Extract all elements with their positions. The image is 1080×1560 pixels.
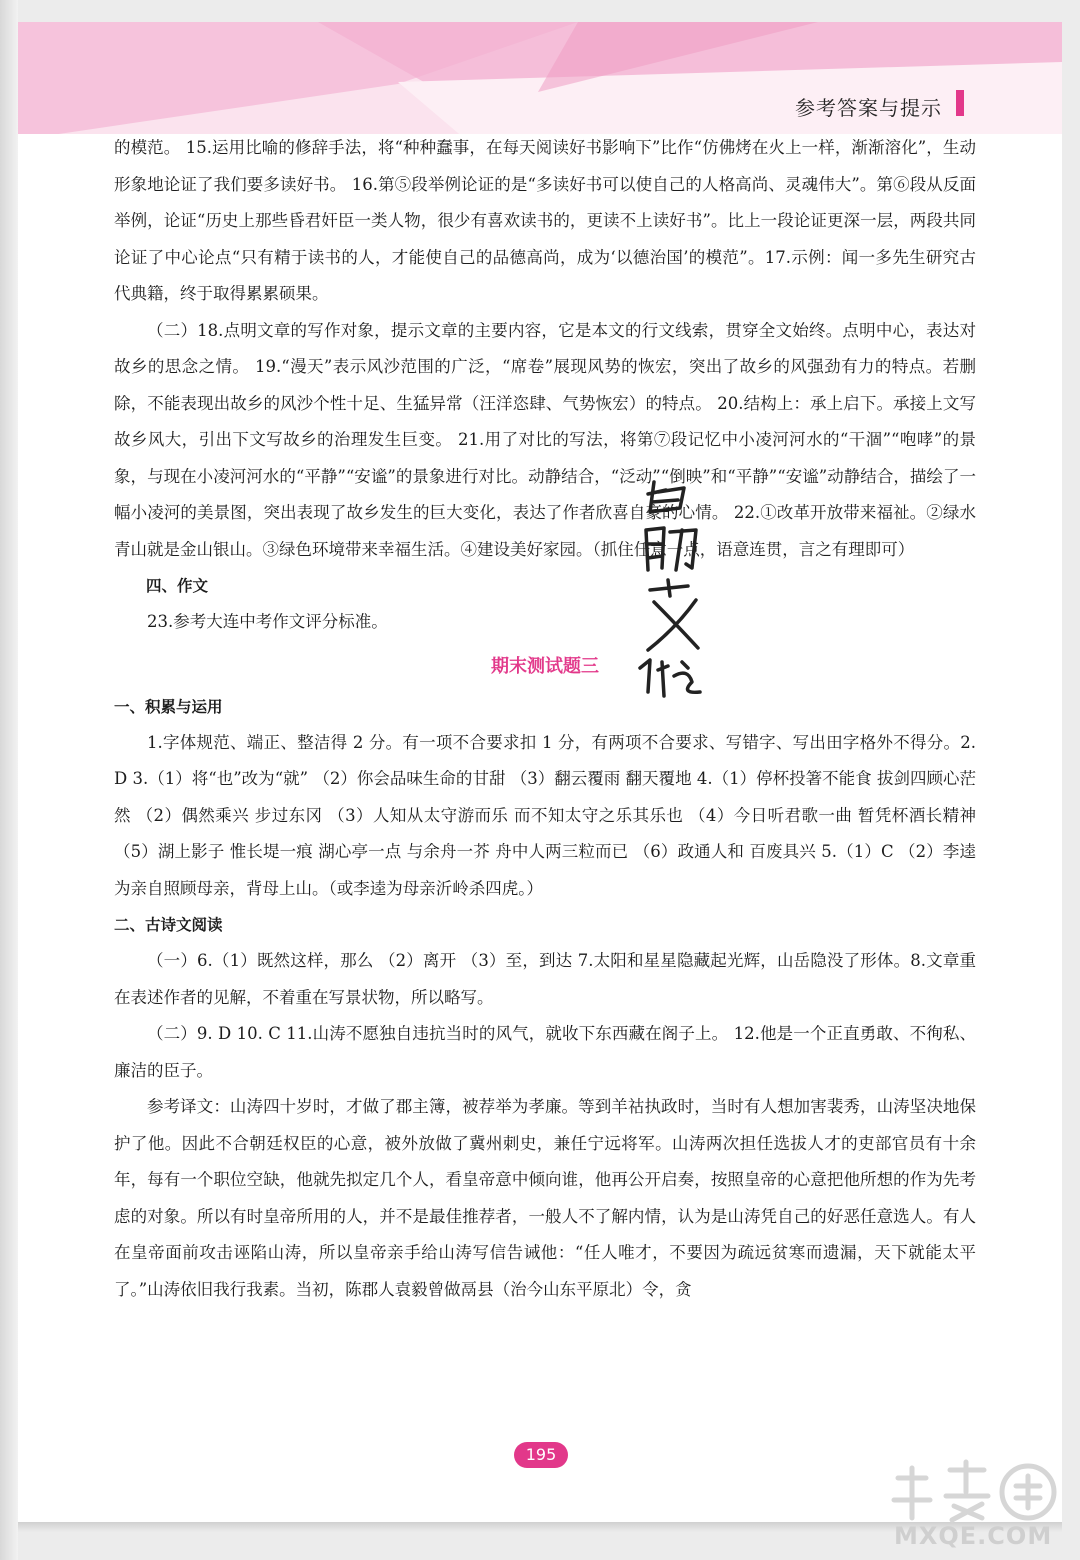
exam-section-title: 期末测试题三 bbox=[491, 655, 599, 677]
translation-paragraph: 参考译文：山涛四十岁时，才做了郡主簿，被荐举为孝廉。等到羊祜执政时，当时有人想加害裴秀，山涛坚决地保护了他。因此不合朝廷权臣的心意，被外放做了冀州刺史，兼任宁远将军。山涛两次担任选拔人才的吏部官员有十余年，每有一个职位空缺，他就先拟定几个人，看皇帝意中倾向谁，他再公开启奏，按照皇帝的心意把他所想的作为先考虑的对象。所以有时皇帝所用的人，并不是最佳推荐者，一般人不了解内情，认为是山涛凭自己的好恶任意选人。有人在皇帝面前攻击诬陷山涛，所以皇帝亲手给山涛写信告诫他：“任人唯才，不要因为疏远贫寒而遗漏，天下就能太平了。”山涛依旧我行我素。当初，陈郡人袁毅曾做鬲县（治今山东平原北）令，贪 bbox=[114, 1097, 976, 1299]
header-title: 参考答案与提示 bbox=[795, 96, 942, 120]
part2-answers-b: （二）9. D 10. C 11.山涛不愿独自违抗当时的风气，就收下东西藏在阁子上。 12.他是一个正直勇敢、不徇私、廉洁的臣子。 bbox=[114, 1024, 976, 1080]
answer-paragraph: （二）18.点明文章的写作对象，提示文章的主要内容，它是本文的行文线索，贯穿全文始终。点明中心，表达对故乡的思念之情。 19.“漫天”表示风沙范围的广泛，“席卷”展现风势的恢宏，突出了故乡的风强劲有力的特点。若删除，不能表现出故乡的风沙个性十足、生猛异常（汪洋恣肆、气势恢宏）的特点。 20.结构上：承上启下。承接上文写故乡风大，引出下文写故乡的治理发生巨变。 21.用了对比的写法，将第⑦段记忆中小凌河河水的“干涸”“咆哮”的景象，与现在小凌河河水的“平静”“安谧”的景象进行对比。动静结合，“泛动”“倒映”和“平静”“安谧”动静结合，描绘了一幅小凌河的美景图，突出表现了故乡发生的巨大变化，表达了作者欣喜自豪的心情。 22.①改革开放带来福祉。②绿水青山就是金山银山。③绿色环境带来幸福生活。④建设美好家园。（抓住任意一点，语意连贯，言之有理即可） bbox=[114, 320, 976, 559]
page-number: 195 bbox=[514, 1442, 568, 1468]
section-heading-essay: 四、作文 bbox=[146, 577, 209, 595]
watermark-text: MXQE.COM bbox=[894, 1522, 1053, 1550]
book-binding-edge bbox=[0, 0, 18, 1560]
handwritten-scribble bbox=[618, 472, 728, 702]
section-heading-part1: 一、积累与运用 bbox=[114, 697, 223, 716]
header-accent-bar bbox=[956, 90, 964, 116]
essay-answer: 23.参考大连中考作文评分标准。 bbox=[147, 612, 388, 631]
answer-content bbox=[114, 130, 976, 1308]
part2-answers-a: （一）6.（1）既然这样，那么 （2）离开 （3）至，到达 7.太阳和星星隐藏起光辉，山岳隐没了形体。8.文章重在表述作者的见解，不着重在写景状物，所以略写。 bbox=[114, 951, 976, 1007]
document-page bbox=[18, 22, 1062, 1522]
part1-answers: 1.字体规范、端正、整洁得 2 分。有一项不合要求扣 1 分，有两项不合要求、写错字、写出田字格外不得分。2. D 3.（1）将“也”改为“就” （2）你会品味生命的甘甜 （3）翻云覆雨 翻天覆地 4.（1）停杯投箸不能食 拔剑四顾心茫然 （2）偶然乘兴 步过东冈 （3）人知从太守游而乐 而不知太守之乐其乐也 （4）今日听君歌一曲 暂凭杯酒长精神 （5）湖上影子 惟长堤一痕 湖心亭一点 与余舟一芥 舟中人两三粒而已 （6）政通人和 百废具兴 5.（1）C （2）李逵为亲自照顾母亲，背母上山。（或李逵为母亲沂岭杀四虎。） bbox=[114, 732, 976, 898]
answer-paragraph: 的模范。 15.运用比喻的修辞手法，将“种种蠢事，在每天阅读好书影响下”比作“仿佛烤在火上一样，渐渐溶化”，生动形象地论证了我们要多读好书。 16.第⑤段举例论证的是“多读好书可以使自己的人格高尚、灵魂伟大”。第⑥段从反面举例，论证“历史上那些昏君奸臣一类人物，很少有喜欢读书的，更读不上读好书”。比上一段论证更深一层，两段共同论证了中心论点“只有精于读书的人，才能使自己的品德高尚，成为‘以德治国’的模范”。17.示例：闻一多先生研究古代典籍，终于取得累累硕果。 bbox=[114, 138, 976, 303]
section-heading-part2: 二、古诗文阅读 bbox=[114, 916, 223, 934]
